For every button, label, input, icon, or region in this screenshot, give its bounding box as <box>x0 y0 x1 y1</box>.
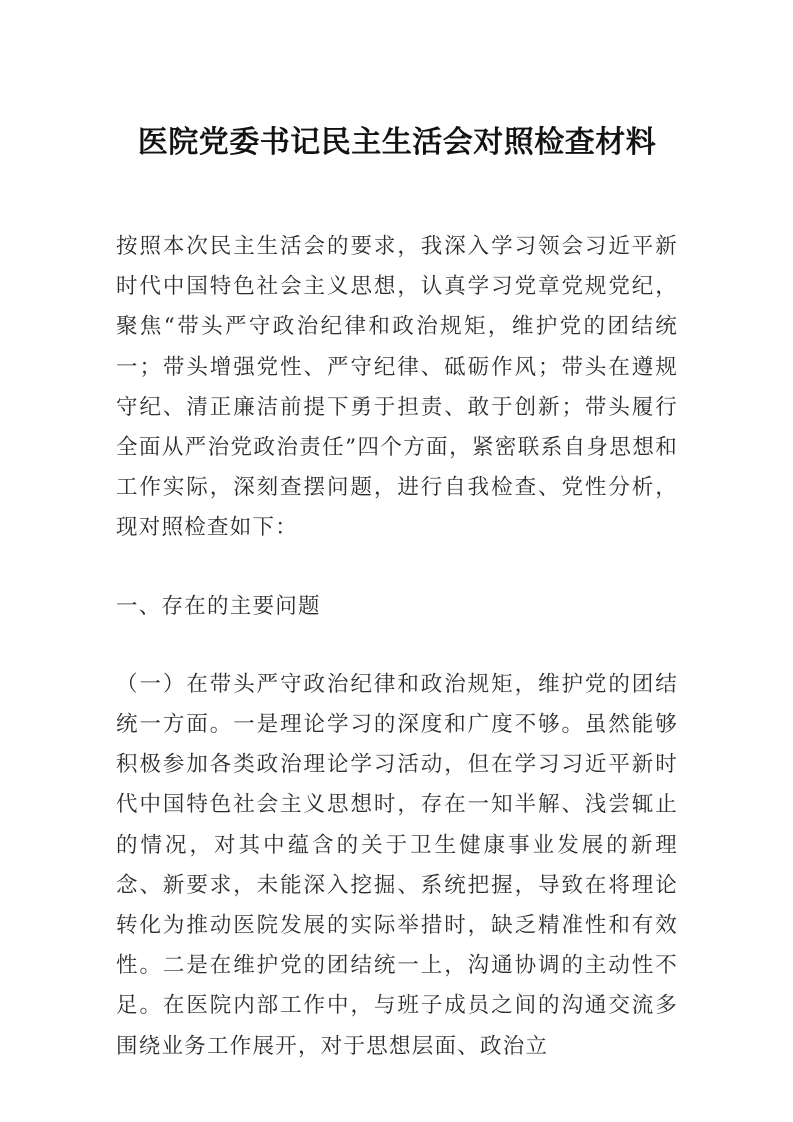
page-title: 医院党委书记民主生活会对照检查材料 <box>137 125 657 160</box>
document-body <box>116 0 678 1067</box>
paragraph-intro: 按照本次民主生活会的要求，我深入学习领会习近平新时代中国特色社会主义思想，认真学习党章党规党纪，聚焦“带头严守政治纪律和政治规矩，维护党的团结统一；带头增强党性、严守纪律、砥砺作风；带头在遵规守纪、清正廉洁前提下勇于担责、敢于创新；带头履行全面从严治党政治责任”四个方面，紧密联系自身思想和工作实际，深刻查摆问题，进行自我检查、党性分析，现对照检查如下： <box>116 234 678 541</box>
section-heading-1: 一、存在的主要问题 <box>116 593 321 619</box>
paragraph-section-1-1: （一）在带头严守政治纪律和政治规矩，维护党的团结统一方面。一是理论学习的深度和广度不够。虽然能够积极参加各类政治理论学习活动，但在学习习近平新时代中国特色社会主义思想时，存在一知半解、浅尝辄止的情况，对其中蕴含的关于卫生健康事业发展的新理念、新要求，未能深入挖掘、系统把握，导致在将理论转化为推动医院发展的实际举措时，缺乏精准性和有效性。二是在维护党的团结统一上，沟通协调的主动性不足。在医院内部工作中，与班子成员之间的沟通交流多围绕业务工作展开，对于思想层面、政治立 <box>116 671 678 1059</box>
